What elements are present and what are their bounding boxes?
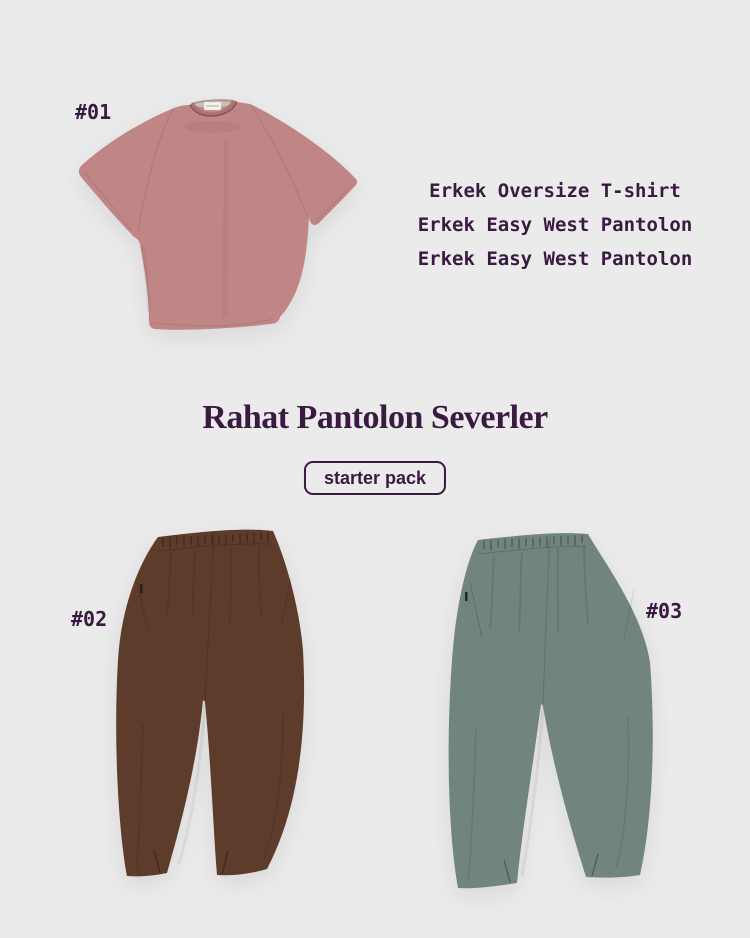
item-number-01: #01	[75, 100, 112, 124]
pants-body	[116, 530, 304, 877]
pants-photo-brown	[113, 524, 309, 888]
product-line: Erkek Oversize T-shirt	[429, 180, 681, 202]
item-number-03: #03	[646, 599, 683, 623]
pants-photo-teal	[446, 532, 654, 896]
product-line: Erkek Easy West Pantolon	[417, 248, 693, 270]
starter-pack-badge: starter pack	[304, 461, 446, 495]
product-line: Erkek Easy West Pantolon	[417, 214, 693, 236]
item-number-02: #02	[71, 607, 108, 631]
neck-label-tag	[204, 102, 221, 110]
tshirt-body	[79, 101, 357, 330]
side-tag	[465, 592, 468, 601]
oversize-tshirt-photo	[76, 96, 360, 336]
side-tag	[140, 584, 143, 593]
product-list	[400, 174, 710, 276]
page-title: Rahat Pantolon Severler	[202, 399, 548, 436]
